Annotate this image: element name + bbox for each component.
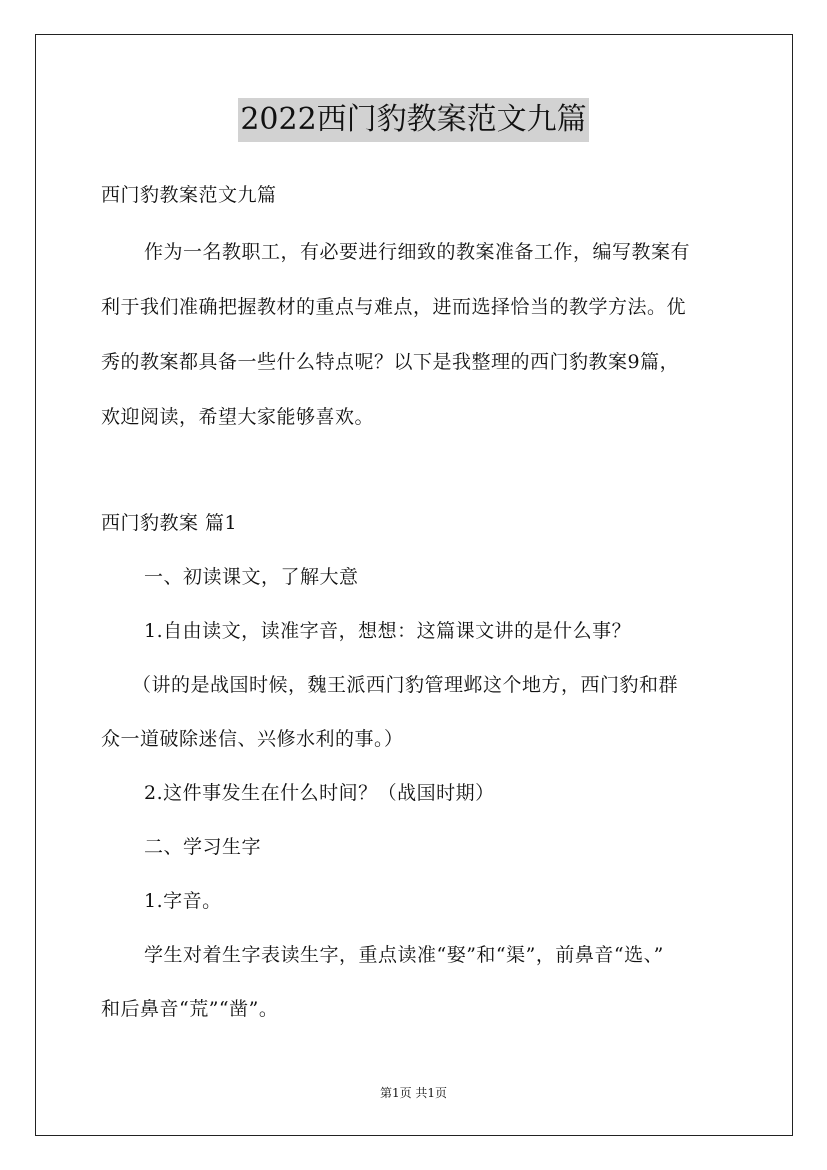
body-line: 1.自由读文，读准字音，想想：这篇课文讲的是什么事？ (144, 620, 632, 642)
intro-line: 作为一名教职工，有必要进行细致的教案准备工作，编写教案有 (144, 241, 691, 263)
document-subtitle: 西门豹教案范文九篇 (101, 184, 277, 206)
body-line: 二、学习生字 (144, 836, 262, 858)
intro-line: 欢迎阅读，希望大家能够喜欢。 (101, 406, 375, 428)
section-heading: 西门豹教案 篇1 (101, 512, 238, 534)
body-line: 学生对着生字表读生字，重点读准“娶”和“渠”，前鼻音“选、” (144, 944, 664, 966)
page-footer: 第1页 共1页 (379, 1086, 448, 1100)
document-title: 2022西门豹教案范文九篇 (238, 98, 588, 142)
body-line: 2.这件事发生在什么时间？（战国时期） (144, 782, 495, 804)
title-container (0, 98, 827, 142)
body-line: 1.字音。 (144, 890, 222, 912)
body-line: （讲的是战国时候，魏王派西门豹管理邺这个地方，西门豹和群 (132, 674, 679, 696)
body-line: 众一道破除迷信、兴修水利的事。） (101, 728, 404, 750)
intro-line: 秀的教案都具备一些什么特点呢？以下是我整理的西门豹教案9篇， (101, 351, 680, 373)
body-line: 和后鼻音“荒”“凿”。 (101, 998, 279, 1020)
body-line: 一、初读课文，了解大意 (144, 566, 359, 588)
intro-line: 利于我们准确把握教材的重点与难点，进而选择恰当的教学方法。优 (101, 296, 687, 318)
